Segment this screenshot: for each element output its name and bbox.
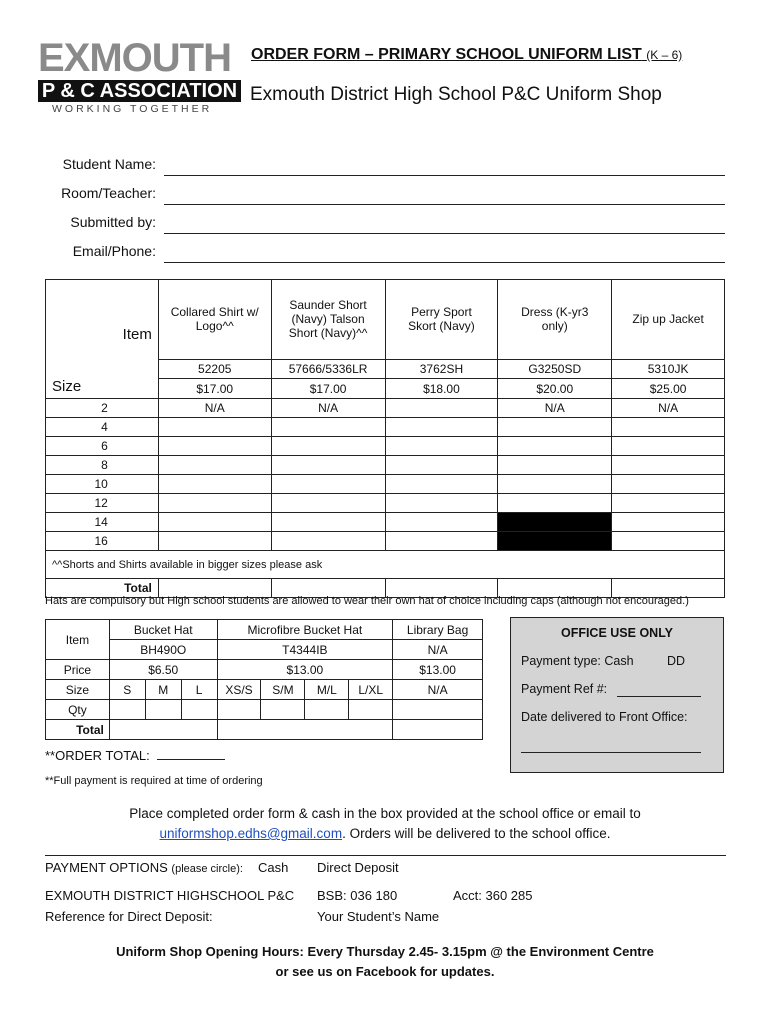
total-cell[interactable] [109,720,217,740]
qty-cell[interactable] [498,494,612,513]
hat-size: M/L [305,680,349,700]
order-total-label: **ORDER TOTAL: [45,748,150,763]
size-label: 16 [46,532,159,551]
qty-cell[interactable] [271,437,385,456]
room-teacher-label: Room/Teacher: [61,185,156,201]
payment-options-label: PAYMENT OPTIONS [45,860,168,875]
hats-note: Hats are compulsory but High school students are allowed to wear their own hat of choice including caps (although not encouraged.) [45,595,689,607]
product-price: $18.00 [385,379,498,399]
qty-cell[interactable] [261,700,305,720]
microfibre-hat-name: Microfibre Bucket Hat [217,620,393,640]
size-label: 10 [46,475,159,494]
hat-size: L [181,680,217,700]
product-name: Zip up Jacket [612,280,725,360]
logo [38,38,243,116]
student-name-field[interactable] [164,175,725,176]
logo-title: EXMOUTH [38,36,231,80]
hat-size: L/XL [349,680,393,700]
product-code: 57666/5336LR [271,359,385,379]
reference-label: Reference for Direct Deposit: [45,909,213,924]
instructions-line2 [0,826,770,841]
na-cell: N/A [271,399,385,418]
hats-table [45,619,483,740]
form-title-main: ORDER FORM – PRIMARY SCHOOL UNIFORM LIST [251,46,642,63]
size-row [46,418,725,437]
microfibre-hat-code: T4344IB [217,640,393,660]
facebook-note: or see us on Facebook for updates. [275,964,495,979]
full-payment-note: **Full payment is required at time of ordering [45,775,263,787]
student-name-label: Student Name: [62,156,156,172]
hat-size: XS/S [217,680,261,700]
total-cell[interactable] [217,720,393,740]
qty-cell[interactable] [158,475,271,494]
size-label: 12 [46,494,159,513]
na-cell: N/A [612,399,725,418]
size-row [46,513,725,532]
bucket-hat-code: BH490O [109,640,217,660]
qty-cell[interactable] [271,456,385,475]
product-code: G3250SD [498,359,612,379]
instructions-line1: Place completed order form & cash in the box provided at the school office or email to [129,806,641,821]
logo-association: P & C ASSOCIATION [38,80,241,102]
bsb: BSB: 036 180 [317,888,398,903]
qty-cell[interactable] [158,418,271,437]
hat-size: S [109,680,145,700]
date-delivered-label: Date delivered to Front Office: [521,710,688,724]
qty-cell[interactable] [271,513,385,532]
hats-total-label: Total [46,720,110,740]
total-label: Total [46,579,159,598]
qty-cell[interactable] [145,700,181,720]
library-bag-price: $13.00 [393,660,483,680]
account-number: Acct: 360 285 [453,888,533,903]
qty-cell[interactable] [612,437,725,456]
qty-cell[interactable] [181,700,217,720]
qty-cell[interactable] [271,418,385,437]
microfibre-hat-price: $13.00 [217,660,393,680]
qty-cell[interactable] [498,437,612,456]
size-label: 4 [46,418,159,437]
qty-cell[interactable] [498,475,612,494]
submitted-by-label: Submitted by: [70,214,156,230]
form-title [251,46,682,64]
product-name: Perry Sport Skort (Navy) [385,280,498,360]
hats-qty-label: Qty [46,700,110,720]
qty-cell[interactable] [385,437,498,456]
divider [45,855,726,856]
unavailable-cell [498,532,612,551]
qty-cell[interactable] [385,418,498,437]
library-bag-name: Library Bag [393,620,483,640]
qty-cell[interactable] [612,532,725,551]
product-name: Collared Shirt w/ Logo^^ [158,280,271,360]
qty-cell[interactable] [271,532,385,551]
product-name: Dress (K-yr3 only) [498,280,612,360]
room-teacher-field[interactable] [164,204,725,205]
qty-cell[interactable] [217,700,261,720]
item-header: Item [122,326,152,343]
qty-cell[interactable] [349,700,393,720]
uniform-table [45,279,725,598]
library-bag-code: N/A [393,640,483,660]
size-row [46,532,725,551]
product-price: $25.00 [612,379,725,399]
logo-tagline: WORKING TOGETHER [52,103,213,115]
qty-cell[interactable] [385,475,498,494]
instructions-line2-rest: . Orders will be delivered to the school office. [342,826,611,841]
payment-ref-label: Payment Ref #: [521,682,608,696]
size-label: 8 [46,456,159,475]
bucket-hat-price: $6.50 [109,660,217,680]
library-bag-size: N/A [393,680,483,700]
size-label: 2 [46,399,159,418]
form-subtitle: Exmouth District High School P&C Uniform Shop [250,84,662,105]
qty-cell[interactable] [158,513,271,532]
payment-options [45,860,243,875]
qty-cell[interactable] [385,399,498,418]
hats-price-label: Price [46,660,110,680]
reference-value: Your Student’s Name [317,909,440,924]
product-code: 3762SH [385,359,498,379]
bucket-hat-name: Bucket Hat [109,620,217,640]
size-row [46,475,725,494]
payment-type: Payment type: Cash [521,654,634,668]
account-name: EXMOUTH DISTRICT HIGHSCHOOL P&C [45,888,295,903]
email-phone-field[interactable] [164,262,725,263]
qty-cell[interactable] [385,513,498,532]
qty-cell[interactable] [385,532,498,551]
item-size-header [46,280,159,399]
please-circle: (please circle): [171,863,243,875]
qty-cell[interactable] [158,456,271,475]
na-cell: N/A [158,399,271,418]
qty-cell[interactable] [109,700,145,720]
qty-cell[interactable] [612,418,725,437]
qty-cell[interactable] [498,456,612,475]
qty-cell[interactable] [385,494,498,513]
qty-cell[interactable] [158,494,271,513]
product-code: 5310JK [612,359,725,379]
na-cell: N/A [498,399,612,418]
qty-cell[interactable] [158,532,271,551]
payment-option-cash[interactable]: Cash [258,860,289,875]
email-link[interactable]: uniformshop.edhs@gmail.com [159,826,343,841]
footnote: ^^Shorts and Shirts available in bigger sizes please ask [46,551,725,579]
product-price: $20.00 [498,379,612,399]
unavailable-cell [498,513,612,532]
hat-size: S/M [261,680,305,700]
qty-cell[interactable] [305,700,349,720]
email-phone-label: Email/Phone: [72,243,156,259]
product-price: $17.00 [158,379,271,399]
qty-cell[interactable] [612,513,725,532]
qty-cell[interactable] [612,456,725,475]
payment-type-dd: DD [667,654,686,668]
hat-size: M [145,680,181,700]
order-total-field[interactable] [157,759,225,760]
qty-cell[interactable] [158,437,271,456]
product-price: $17.00 [271,379,385,399]
size-row [46,437,725,456]
size-row [46,399,725,418]
qty-cell[interactable] [498,418,612,437]
date-delivered-field[interactable] [521,752,701,753]
office-title: OFFICE USE ONLY [560,626,674,640]
office-use-box [510,617,724,773]
payment-option-direct-deposit[interactable]: Direct Deposit [317,860,399,875]
product-name: Saunder Short (Navy) Talson Short (Navy)^^ [271,280,385,360]
hats-size-label: Size [46,680,110,700]
size-label: 14 [46,513,159,532]
size-row [46,494,725,513]
size-label: 6 [46,437,159,456]
qty-cell[interactable] [271,475,385,494]
qty-cell[interactable] [393,700,483,720]
hats-item-label: Item [46,620,110,660]
order-total [45,748,225,763]
qty-cell[interactable] [612,475,725,494]
qty-cell[interactable] [271,494,385,513]
size-header: Size [52,378,82,395]
opening-hours: Uniform Shop Opening Hours: Every Thursday 2.45- 3.15pm @ the Environment Centre [116,944,654,959]
form-title-grades: (K – 6) [646,48,683,62]
submitted-by-field[interactable] [164,233,725,234]
total-cell[interactable] [393,720,483,740]
qty-cell[interactable] [385,456,498,475]
product-code: 52205 [158,359,271,379]
size-row [46,456,725,475]
payment-ref-field[interactable] [617,696,701,697]
qty-cell[interactable] [612,494,725,513]
